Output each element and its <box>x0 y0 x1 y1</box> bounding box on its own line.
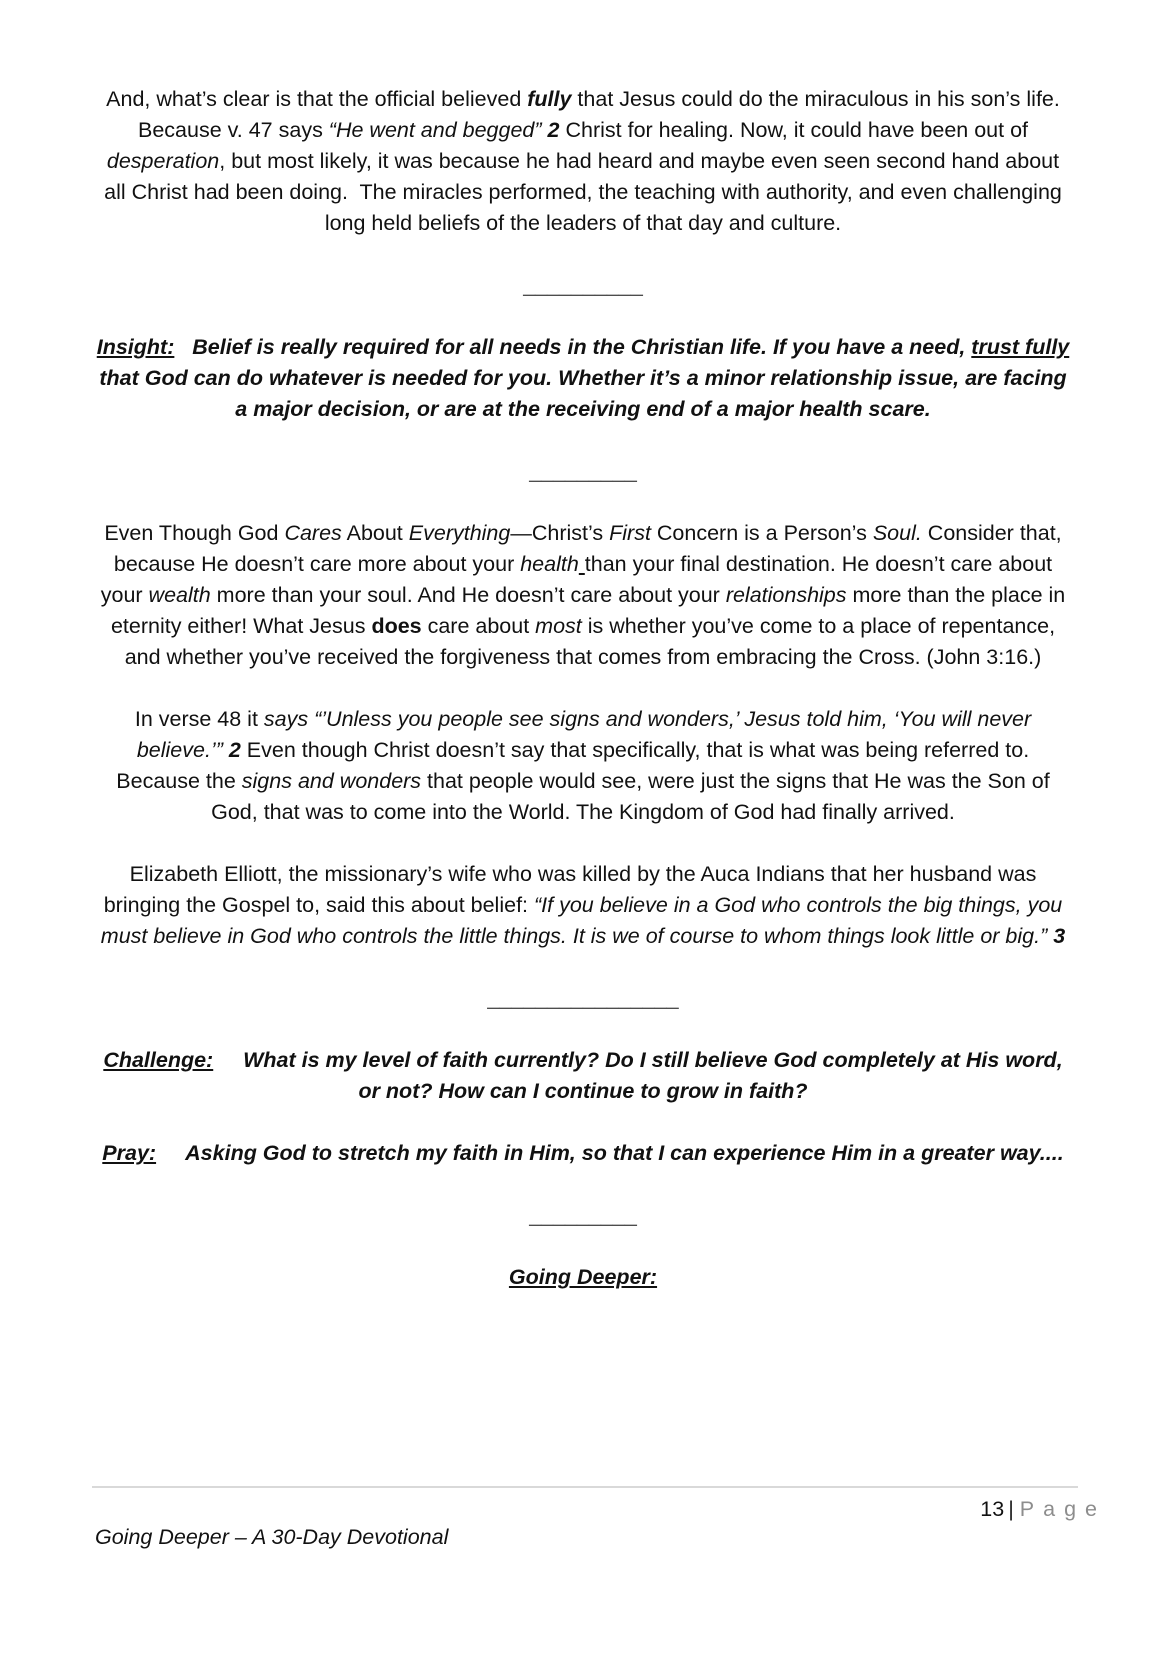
text-run: About <box>341 521 409 545</box>
challenge-paragraph <box>95 1045 1071 1107</box>
document-footer-title: Going Deeper – A 30-Day Devotional <box>95 1525 449 1549</box>
document-content <box>95 0 1071 1293</box>
text-run: that Jesus could do the miraculous in his son’s life. Because v. 47 says <box>137 87 1060 142</box>
text-run: Going Deeper: <box>508 1265 658 1289</box>
text-run <box>213 1048 243 1072</box>
divider-text: __________ <box>523 273 643 297</box>
insight-paragraph <box>95 332 1071 425</box>
section-divider-long <box>95 983 1071 1014</box>
text-run: more than the place in eternity either! What Jesus <box>110 583 1066 638</box>
text-run: signs and wonders <box>241 769 422 793</box>
text-run: wealth <box>148 583 211 607</box>
soul-paragraph <box>95 518 1071 673</box>
text-run: Challenge: <box>103 1048 214 1072</box>
text-run: more than your soul. And He doesn’t care about your <box>210 583 726 607</box>
page-word: Page <box>1019 1497 1106 1521</box>
text-run: , but most likely, it was because he had heard and maybe even seen second hand about all Christ had been doing. The miracles performed, the teaching with authority, and even challenging long held beliefs of the leaders of that day and culture. <box>104 149 1062 235</box>
text-run: Insight: <box>96 335 175 359</box>
text-run <box>156 1141 185 1165</box>
text-run: First <box>609 521 651 545</box>
text-run: Cares <box>284 521 342 545</box>
text-run: “If you believe in a God who controls the big things, you must believe in God who controls the little things. It is we of course to whom things look little or big.” <box>100 893 1063 948</box>
text-run: 2 <box>228 738 241 762</box>
page-number: 13 <box>980 1497 1005 1521</box>
page-number-separator: | <box>1008 1497 1014 1521</box>
text-run: And, what’s clear is that the official believed <box>106 87 528 111</box>
text-run: “He went and begged” <box>328 118 542 142</box>
divider-text: ________________ <box>487 986 679 1010</box>
section-divider <box>95 270 1071 301</box>
footer-divider-rule <box>92 1486 1078 1488</box>
text-run: Everything <box>408 521 511 545</box>
divider-text: _________ <box>529 459 637 483</box>
page-number-line <box>980 1497 1106 1522</box>
text-run <box>174 335 192 359</box>
text-run: relationships <box>725 583 847 607</box>
elliott-paragraph <box>95 859 1071 952</box>
text-run: Soul. <box>872 521 922 545</box>
section-divider <box>95 1200 1071 1231</box>
text-run: Consider that, because He doesn’t care more about your <box>113 521 1062 576</box>
text-run: Elizabeth Elliott, the missionary’s wife who was killed by the Auca Indians that her husband was bringing the Gospel to, said this about belief: <box>103 862 1037 917</box>
text-run: is whether you’ve come to a place of repentance, and whether you’ve received the forgiveness that comes from embracing the Cross. (John 3:16.) <box>124 614 1056 669</box>
text-run: In verse 48 it <box>134 707 264 731</box>
text-run: Christ for healing. Now, it could have been out of <box>559 118 1029 142</box>
text-run: says “’Unless you people see signs and wonders,’ Jesus told him, ‘You will never believe.’” <box>136 707 1032 762</box>
text-run: 2 <box>547 118 560 142</box>
text-run: than your final destination. He doesn’t care about your <box>100 552 1053 607</box>
text-run: Pray: <box>102 1141 157 1165</box>
text-run: that God can do whatever is needed for you. Whether it’s a minor relationship issue, are facing a major decision, or are at the receiving end of a major health scare. <box>99 366 1067 421</box>
text-run: desperation <box>106 149 220 173</box>
section-divider <box>95 456 1071 487</box>
going-deeper-heading <box>95 1262 1071 1293</box>
text-run: 3 <box>1053 924 1066 948</box>
text-run: care about <box>421 614 536 638</box>
text-run: —Christ’s <box>510 521 610 545</box>
text-run: Concern is a Person’s <box>650 521 873 545</box>
opening-paragraph <box>95 84 1071 239</box>
text-run: does <box>371 614 422 638</box>
verse-48-paragraph <box>95 704 1071 828</box>
divider-text: _________ <box>529 1203 637 1227</box>
text-run: that people would see, were just the signs that He was the Son of God, that was to come into the World. The Kingdom of God had finally arrived. <box>211 769 1050 824</box>
text-run: trust fully <box>971 335 1070 359</box>
pray-paragraph <box>95 1138 1071 1169</box>
text-run: Belief is really required for all needs in the Christian life. If you have a need, <box>192 335 972 359</box>
text-run: health <box>520 552 579 576</box>
text-run: Asking God to stretch my faith in Him, so that I can experience Him in a greater way.... <box>185 1141 1064 1165</box>
text-run: fully <box>527 87 572 111</box>
text-run: most <box>535 614 582 638</box>
text-run: Even though Christ doesn’t say that specifically, that is what was being referred to. Because the <box>116 738 1030 793</box>
text-run: What is my level of faith currently? Do I still believe God completely at His word, or not? How can I continue to grow in faith? <box>243 1048 1063 1103</box>
text-run: Even Though God <box>104 521 285 545</box>
